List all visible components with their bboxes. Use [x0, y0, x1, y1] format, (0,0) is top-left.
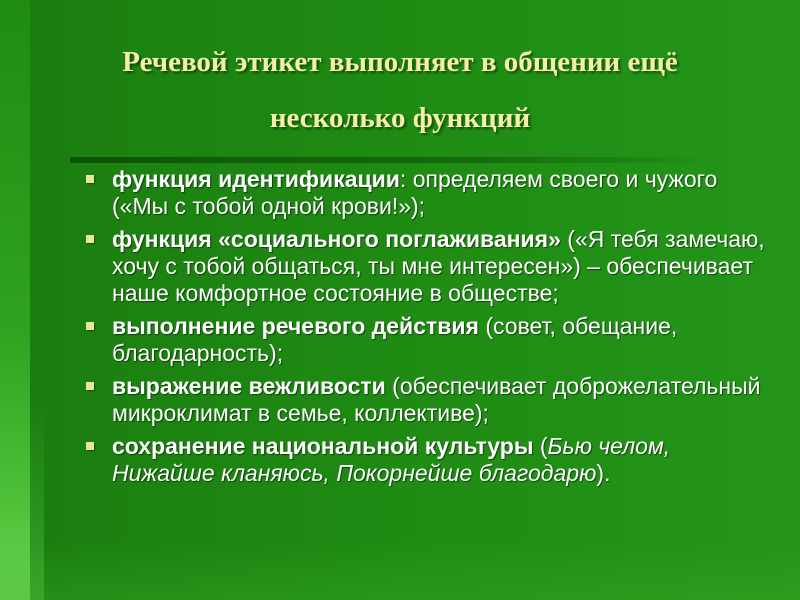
list-item: [84, 433, 774, 487]
item-text: : определяем своего и чужого («Мы с тобой одной крови!»);: [112, 166, 718, 219]
square-bullet-icon: [86, 442, 94, 450]
item-text: (совет, обещание, благодарность);: [112, 313, 678, 366]
list-item: [84, 226, 774, 307]
item-text: (обеспечивает доброжелательный микроклимат в семье, коллективе);: [112, 373, 761, 426]
item-term: функция «социального поглаживания»: [112, 226, 561, 252]
item-text: («Я тебя замечаю, хочу с тобой общаться, ты мне интересен») – обеспечивает наше комфортное состояние в обществе;: [112, 226, 765, 306]
decorative-bottom-glow: [0, 540, 800, 600]
square-bullet-icon: [86, 175, 94, 183]
item-text-end: ).: [596, 460, 611, 486]
decorative-left-strip: [0, 0, 30, 600]
list-item: [84, 166, 774, 220]
item-examples: Бью челом, Нижайше кланяюсь, Покорнейше благодарю: [112, 433, 671, 486]
list-item: [84, 313, 774, 367]
slide-title: [40, 34, 760, 146]
item-term: выполнение речевого действия: [112, 313, 479, 339]
square-bullet-icon: [86, 382, 94, 390]
item-text: (: [533, 433, 548, 459]
slide-title-line-1: Речевой этикет выполняет в общении ещё: [122, 46, 678, 78]
slide-title-line-2: несколько функций: [269, 102, 531, 134]
list-item: [84, 373, 774, 427]
bullet-list: [84, 166, 774, 493]
item-term: выражение вежливости: [112, 373, 386, 399]
square-bullet-icon: [86, 235, 94, 243]
item-term: сохранение национальной культуры: [112, 433, 534, 459]
item-term: функция идентификации: [112, 166, 400, 192]
title-divider: [70, 157, 714, 163]
square-bullet-icon: [86, 322, 94, 330]
